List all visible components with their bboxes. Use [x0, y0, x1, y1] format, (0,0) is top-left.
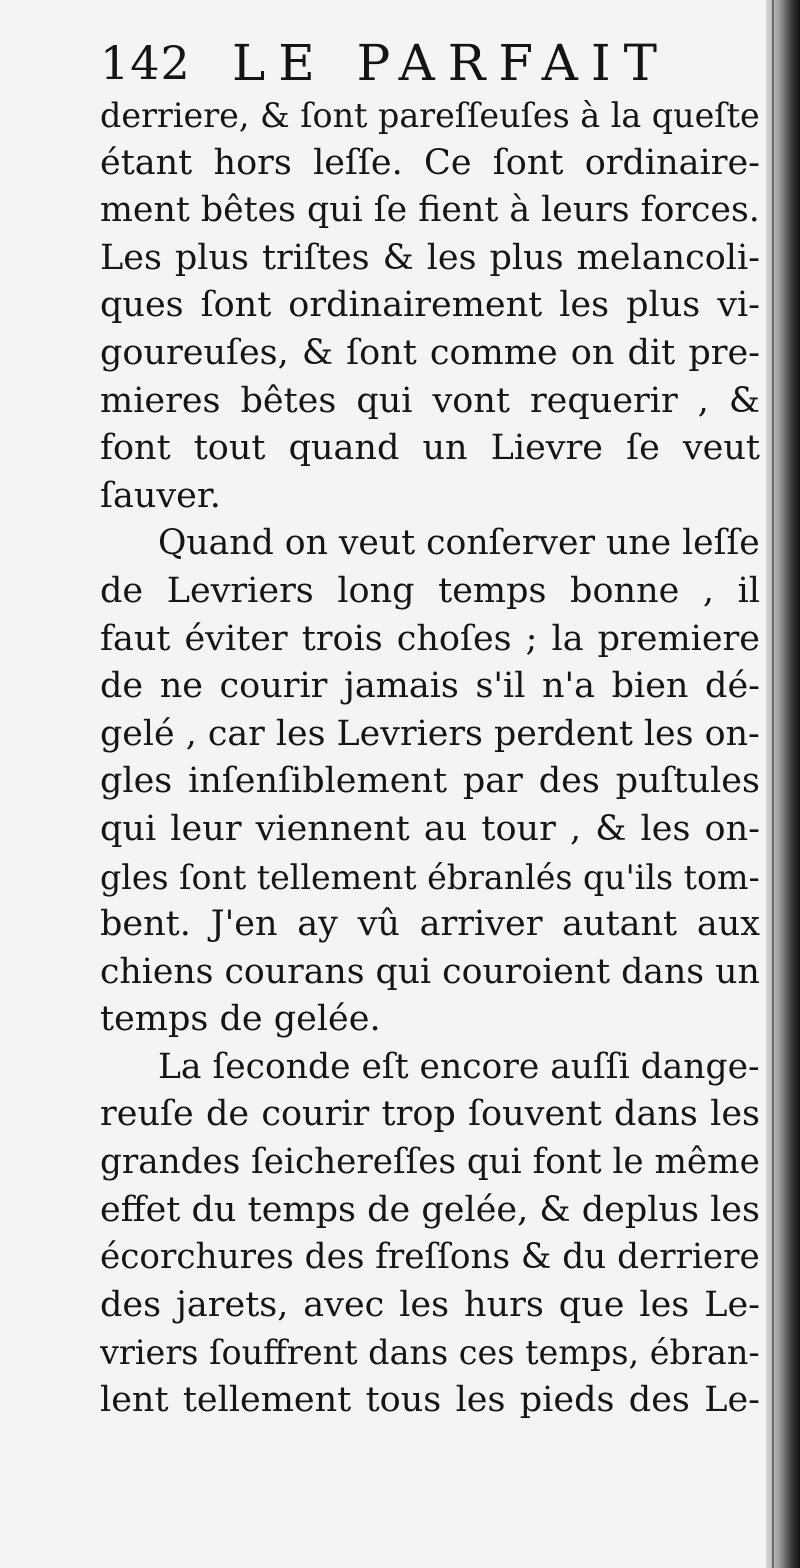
running-title: LE PARFAIT	[232, 34, 670, 92]
text-line: font tout quand un Lievre ſe veut	[100, 428, 760, 469]
page-edge-line	[772, 0, 774, 1568]
text-line: Quand on veut conſerver une leſſe	[158, 523, 760, 564]
text-line: faut éviter trois choſes ; la premiere	[100, 618, 760, 659]
text-line: Les plus triſtes & les plus melancoli-	[100, 237, 760, 278]
text-line: La ſeconde eſt encore auſſi dange-	[158, 1046, 760, 1087]
text-line: gles inſenſiblement par des puſtules	[100, 761, 760, 802]
text-line: étant hors leſſe. Ce ſont ordinaire-	[100, 142, 760, 183]
text-line: des jarets, avec les hurs que les Le-	[100, 1284, 760, 1325]
text-line: chiens courans qui couroient dans un	[100, 951, 760, 992]
text-line: derriere, & ſont pareſſeuſes à la queſte	[100, 96, 760, 135]
text-line: mieres bêtes qui vont requerir , &	[100, 380, 760, 421]
text-line: ques ſont ordinairement les plus vi-	[100, 285, 760, 326]
running-head	[100, 30, 720, 94]
text-line: temps de gelée.	[100, 999, 381, 1040]
text-line: gelé , car les Levriers perdent les on-	[100, 713, 760, 754]
text-line: vriers ſouffrent dans ces temps, ébran-	[100, 1333, 760, 1373]
text-line: lent tellement tous les pieds des Le-	[100, 1380, 760, 1421]
text-line: de ne courir jamais s'il n'a bien dé-	[100, 666, 760, 707]
text-line: écorchures des freſſons & du derriere	[100, 1237, 760, 1278]
text-line: reuſe de courir trop ſouvent dans les	[100, 1094, 760, 1135]
text-line: de Levriers long temps bonne , il	[100, 570, 760, 611]
text-line: ment bêtes qui ſe fient à leurs forces.	[100, 190, 760, 231]
body-text	[100, 92, 760, 1425]
text-line: qui leur viennent au tour , & les on-	[100, 808, 760, 849]
text-line: effet du temps de gelée, & deplus les	[100, 1189, 760, 1230]
text-line: bent. J'en ay vû arriver autant aux	[100, 904, 760, 945]
text-line: gles ſont tellement ébranlés qu'ils tom-	[100, 857, 760, 897]
text-line: ſauver.	[100, 475, 221, 516]
text-line: grandes ſeichereſſes qui font le même	[100, 1142, 760, 1183]
text-line: goureuſes, & ſont comme on dit pre-	[100, 332, 760, 373]
page-number: 142	[100, 36, 191, 90]
